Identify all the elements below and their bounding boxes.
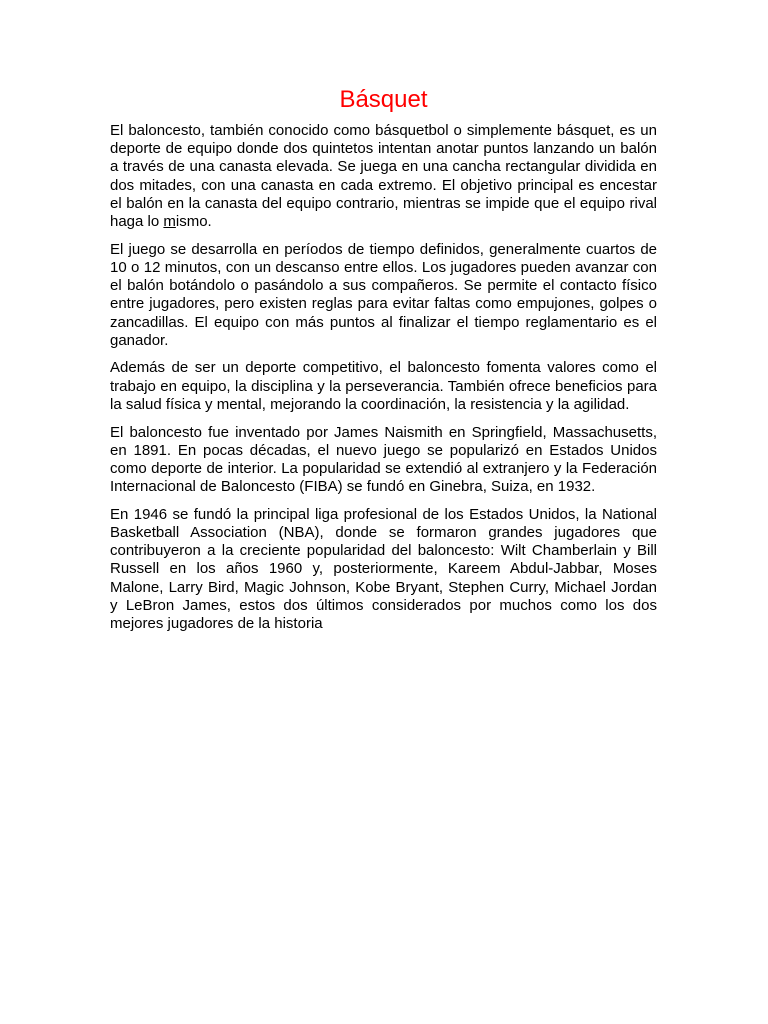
document-page [110,86,657,643]
underlined-letter: m [163,213,176,231]
paragraph-intro-end: ismo. [175,213,212,231]
paragraph-nba: En 1946 se fundó la principal liga profesional de los Estados Unidos, la National Basketball Association (NBA), donde se formaron grandes jugadores que contribuyeron a la creciente popularidad del baloncesto: Wilt Chamberlain y Bill Russell en los años 1960 y, posteriormente, Kareem Abdul-Jabbar, Moses Malone, Larry Bird, Magic Johnson, Kobe Bryant, Stephen Curry, Michael Jordan y LeBron James, estos dos últimos considerados por muchos como los dos mejores jugadores de la historia [110,505,657,633]
paragraph-intro-text: El baloncesto, también conocido como básquetbol o simplemente básquet, es un deporte de equipo donde dos quintetos intentan anotar puntos lanzando un balón a través de una canasta elevada. Se juega en una cancha rectangular dividida en dos mitades, con una canasta en cada extremo. El objetivo principal es encestar el balón en la canasta del equipo contrario, mientras se impide que el equipo rival haga lo [110,122,657,231]
paragraph-history: El baloncesto fue inventado por James Naismith en Springfield, Massachusetts, en 1891. En pocas décadas, el nuevo juego se popularizó en Estados Unidos como deporte de interior. La popularidad se extendió al extranjero y la Federación Internacional de Baloncesto (FIBA) se fundó en Ginebra, Suiza, en 1932. [110,423,657,496]
paragraph-intro [110,122,657,231]
paragraph-rules: El juego se desarrolla en períodos de tiempo definidos, generalmente cuartos de 10 o 12 minutos, con un descanso entre ellos. Los jugadores pueden avanzar con el balón botándolo o pasándolo a sus compañeros. Se permite el contacto físico entre jugadores, pero existen reglas para evitar faltas como empujones, golpes o zancadillas. El equipo con más puntos al finalizar el tiempo reglamentario es el ganador. [110,240,657,349]
document-title: Básquet [339,86,428,113]
paragraph-values: Además de ser un deporte competitivo, el baloncesto fomenta valores como el trabajo en equipo, la disciplina y la perseverancia. También ofrece beneficios para la salud física y mental, mejorando la coordinación, la resistencia y la agilidad. [110,359,657,413]
